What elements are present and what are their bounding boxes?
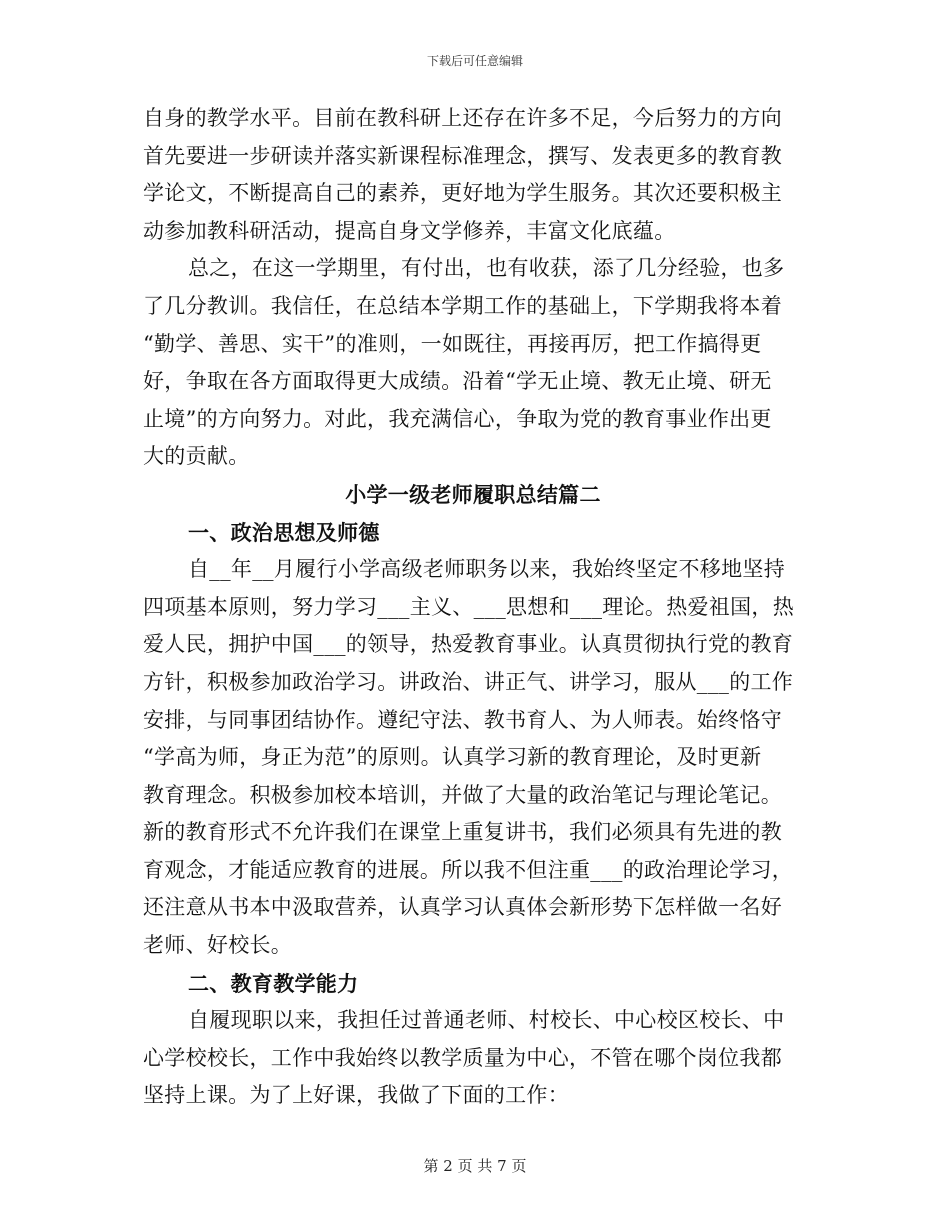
section-title: 小学一级老师履职总结篇二 [345, 481, 601, 507]
text-line: 学论文，不断提高自己的素养，更好地为学生服务。其次还要积极主 [143, 181, 782, 206]
text-line: 了几分教训。我信任，在总结本学期工作的基础上，下学期我将本着 [143, 293, 782, 318]
text-line: 还注意从书本中汲取营养，认真学习认真体会新形势下怎样做一名好 [143, 895, 782, 920]
text-line: 心学校校长，工作中我始终以教学质量为中心，不管在哪个岗位我都 [143, 1045, 782, 1070]
section-heading: 二、教育教学能力 [188, 970, 359, 996]
text-line: 大的贡献。 [143, 444, 250, 469]
text-line: 动参加教科研活动，提高自身文学修养，丰富文化底蕴。 [143, 218, 676, 243]
text-line: 方针，积极参加政治学习。讲政治、讲正气、讲学习，服从___的工作 [143, 669, 794, 694]
text-line: 育观念，才能适应教育的进展。所以我不但注重___的政治理论学习， [143, 857, 794, 882]
text-line: 首先要进一步研读并落实新课程标准理念，撰写、发表更多的教育教 [143, 143, 782, 168]
text-line: 四项基本原则，努力学习___主义、___思想和___理论。热爱祖国，热 [143, 594, 794, 619]
section-heading: 一、政治思想及师德 [188, 519, 380, 545]
text-line: 总之，在这一学期里，有付出，也有收获，添了几分经验，也多 [188, 256, 785, 281]
text-line: 新的教育形式不允许我们在课堂上重复讲书，我们必须具有先进的教 [143, 820, 782, 845]
page-header-note: 下载后可任意编辑 [426, 54, 523, 68]
text-line: “学高为师，身正为范”的原则。认真学习新的教育理论，及时更新 [143, 745, 762, 770]
page-number: 第 2 页 共 7 页 [423, 1157, 527, 1175]
text-line: “勤学、善思、实干”的准则，一如既往，再接再厉，把工作搞得更 [143, 331, 762, 356]
text-line: 好，争取在各方面取得更大成绩。沿着“学无止境、教无止境、研无 [143, 369, 772, 394]
text-line: 老师、好校长。 [143, 933, 293, 958]
text-line: 自身的教学水平。目前在教科研上还存在许多不足，今后努力的方向 [143, 106, 782, 130]
text-line: 安排，与同事团结协作。遵纪守法、教书育人、为人师表。始终恪守 [143, 707, 782, 732]
text-line: 自__年__月履行小学高级老师职务以来，我始终坚定不移地坚持 [188, 557, 785, 582]
text-line: 教育理念。积极参加校本培训，并做了大量的政治笔记与理论笔记。 [143, 782, 782, 807]
document-body [143, 100, 803, 1115]
text-line: 爱人民，拥护中国___的领导，热爱教育事业。认真贯彻执行党的教育 [143, 632, 794, 657]
text-line: 坚持上课。为了上好课，我做了下面的工作： [143, 1083, 569, 1108]
text-line: 止境”的方向努力。对此，我充满信心，争取为党的教育事业作出更 [143, 406, 772, 431]
text-line: 自履现职以来，我担任过普通老师、村校长、中心校区校长、中 [188, 1008, 785, 1033]
